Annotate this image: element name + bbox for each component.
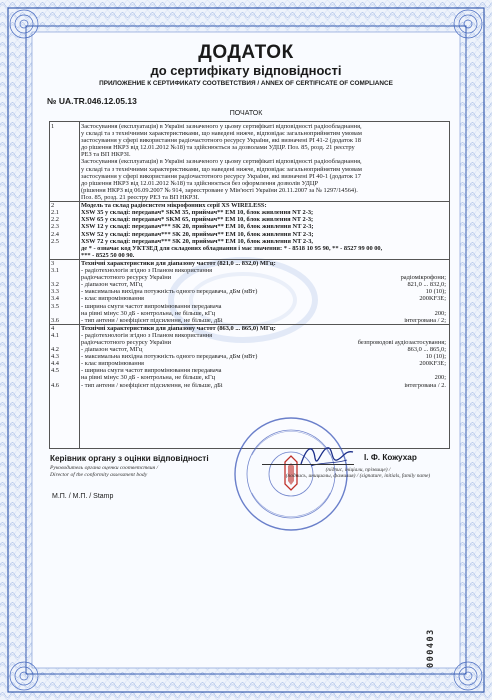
row-value: 200;	[434, 374, 446, 382]
row-text-line: застосування у сфері використання радіочастотного ресурсу України, які визначені РІ 41-2 (додаток 18	[81, 137, 361, 145]
signature-caption-bottom: (подпись, инициалы, фамилия) / (signature, initials, family name)	[285, 473, 431, 479]
row-text-line: у складі та з технічними характеристиками, що наведені нижче, відповідає загальноприйнятим умовам	[81, 130, 362, 138]
row-text-line: - максимальна вихідна потужність одного передавача, дБм (мВт)	[81, 288, 258, 296]
row-text	[81, 346, 447, 353]
row-value: 863,0 ... 865,0;	[407, 346, 446, 354]
row-text-line: радіочастотного ресурсу України	[81, 338, 172, 346]
row-value: безпроводові аудіозастосування;	[357, 338, 446, 346]
row-text	[81, 353, 447, 360]
row-text-line: Застосування (експлуатація) в Україні зазначеного у цьому сертифікаті відповідності радіообладнання,	[81, 123, 362, 130]
row-text	[81, 238, 447, 259]
row-text	[81, 295, 447, 302]
row-text	[81, 325, 447, 332]
row-value: інтегрована / 2;	[404, 316, 446, 324]
annex-line: ПРИЛОЖЕНИЕ К СЕРТИФИКАТУ СООТВЕТСТВИЯ / ANNEX OF CERTIFICATE OF COMPLIANCE	[99, 80, 393, 87]
row-text-line: на рівні мінус 30 дБ - контрольна, не більше, кГц	[81, 309, 216, 317]
row-text-line: *** - 8525 50 00 90.	[81, 251, 135, 259]
row-text	[81, 382, 447, 389]
row-text	[81, 288, 447, 295]
row-number: 3.4	[51, 295, 59, 303]
row-value: 200KF3E;	[419, 295, 446, 303]
row-value: інтегрована / 2.	[404, 381, 446, 389]
row-text-line: до рішення НКРЗ від 12.01.2012 №18) та здійснюється за дозволами УДЦР. Поз. 85, розд. 21 реєстру	[81, 144, 355, 152]
row-number: 2.2	[51, 216, 59, 224]
head-sub-ru: Руководитель органа оценки соответствия /	[50, 465, 159, 471]
signature-caption	[258, 467, 458, 479]
row-text-line: застосування у сфері використання радіочастотного ресурсу України, які визначені РІ 40-1 (додаток 17	[81, 172, 361, 180]
head-title: Керівник органу з оцінки відповідності	[50, 454, 209, 463]
row-text	[81, 303, 447, 317]
row-number: 2.5	[51, 237, 59, 245]
row-number: 3	[51, 259, 55, 267]
row-text-line: Поз. 85, розд. 21 реєстру РЕЗ та ВП НКРЗІ.	[81, 193, 200, 201]
row-text	[81, 216, 447, 223]
row-number: 3.1	[51, 267, 59, 274]
row-text	[81, 209, 447, 216]
signer-name: І. Ф. Кожухар	[364, 453, 417, 462]
number-column-divider	[79, 122, 80, 448]
row-text-line: XSW 52 у складі: передавач*** SK 20, приймач** EM 10, блок живлення NT 2-3;	[81, 230, 314, 238]
row-text-line: радіочастотного ресурсу України	[81, 274, 172, 282]
row-number: 3.5	[51, 302, 59, 310]
row-number: 2	[51, 202, 55, 210]
signature-caption-top: (підпис, ініціали, прізвище) /	[325, 467, 391, 473]
row-text	[81, 223, 447, 230]
row-text	[81, 367, 447, 381]
row-text-line: Модель та склад радіосистем мікрофонних серії XS WIRELESS:	[81, 202, 267, 210]
row-text	[81, 123, 447, 201]
row-number: 4.5	[51, 367, 59, 375]
head-sub-en: Director of the conformity assessment body	[50, 472, 148, 478]
row-text-line: - максимальна вихідна потужність одного передавача, дБм (мВт)	[81, 353, 258, 361]
row-text-line: XSW 35 у складі: передавач* SKM 35, приймач** EM 10, блок живлення NT 2-3;	[81, 209, 314, 217]
row-number: 2.3	[51, 223, 59, 231]
row-text-line: - радіотехнологія згідно з Планом використання	[81, 331, 213, 339]
row-value: радіомікрофони;	[400, 274, 446, 282]
row-text-line: - клас випромінювання	[81, 295, 144, 303]
document-title: ДОДАТОК	[198, 42, 294, 63]
row-text-line: у складі та з технічними характеристиками, що наведені нижче, відповідає загальноприйнятим умовам	[81, 165, 362, 173]
registration-number: № UA.TR.046.12.05.13	[47, 96, 137, 106]
seal-label: М.П. / М.П. / Stamp	[52, 493, 114, 500]
row-text-line: - ширина смуги частот випромінювання передавача	[81, 367, 222, 375]
row-number: 4.4	[51, 360, 59, 368]
row-text-line: Технічні характеристики для діапазону частот (821,0 ... 832,0) МГц:	[81, 259, 276, 267]
row-text-line: - діапазон частот, МГц	[81, 281, 143, 289]
row-number: 1	[51, 123, 55, 130]
row-text-line: РЕЗ та ВП НКРЗІ.	[81, 151, 131, 159]
row-text-line: - діапазон частот, МГц	[81, 346, 143, 354]
row-text-line: де * - означає код УКТЗЕД для складових обладнання і має значення: * - 8518 10 95 90, ** - 8527 99 00 00,	[81, 244, 383, 252]
row-text	[81, 202, 447, 209]
row-number: 4.1	[51, 331, 59, 339]
row-text-line: XSW 72 у складі: передавач*** SK 20, приймач** EM 10, блок живлення NT 2-3,	[81, 237, 314, 245]
row-text-line: XSW 65 у складі: передавач* SKM 65, приймач** EM 10, блок живлення NT 2-3;	[81, 216, 314, 224]
serial-number: 000403	[426, 628, 436, 668]
document-subtitle: до сертифікату відповідності	[150, 63, 342, 78]
row-text-line: (рішення НКРЗ від 06.09.2007 № 914, зареєстроване у Мін'юсті України 20.11.2007 за № 1297/14564).	[81, 186, 358, 194]
specification-table	[49, 121, 450, 449]
row-value: 200;	[434, 309, 446, 317]
row-text	[81, 260, 447, 267]
row-value: 10 (10);	[425, 288, 446, 296]
row-text	[81, 360, 447, 367]
row-text-line: на рівні мінус 30 дБ - контрольна, не більше, кГц	[81, 374, 216, 382]
row-text	[81, 267, 447, 281]
row-text-line: до рішення НКРЗ від 12.01.2012 №18) та здійснюється без оформлення дозволів УДЦР	[81, 179, 319, 187]
row-text-line: - ширина смуги частот випромінювання передавача	[81, 302, 222, 310]
row-number: 4	[51, 324, 55, 332]
row-number: 3.6	[51, 316, 59, 324]
start-label: ПОЧАТОК	[229, 110, 263, 117]
row-value: 821,0 ... 832,0;	[407, 281, 446, 289]
row-text-line: - тип антени / коефіцієнт підсилення, не більше, дБі	[81, 381, 223, 389]
row-value: 200KF3E;	[419, 360, 446, 368]
row-text	[81, 317, 447, 324]
row-number: 4.2	[51, 346, 59, 354]
row-number: 4.3	[51, 353, 59, 361]
row-number: 4.6	[51, 381, 59, 389]
row-text-line: - тип антени / коефіцієнт підсилення, не більше, дБі	[81, 316, 223, 324]
row-number: 3.2	[51, 281, 59, 289]
row-value: 10 (10);	[425, 353, 446, 361]
row-text	[81, 281, 447, 288]
row-number: 3.3	[51, 288, 59, 296]
row-number: 2.1	[51, 209, 59, 217]
row-text-line: - клас випромінювання	[81, 360, 144, 368]
row-number: 2.4	[51, 230, 59, 238]
row-text-line: Технічні характеристики для діапазону частот (863,0 ... 865,0) МГц:	[81, 324, 276, 332]
row-text-line: Застосування (експлуатація) в Україні зазначеного у цьому сертифікаті відповідності радіообладнання,	[81, 158, 362, 166]
row-text-line: - радіотехнологія згідно з Планом використання	[81, 267, 213, 274]
signature-line	[262, 464, 354, 465]
row-text-line: XSW 12 у складі: передавач*** SK 20, приймач** EM 10, блок живлення NT 2-3;	[81, 223, 314, 231]
row-text	[81, 231, 447, 238]
